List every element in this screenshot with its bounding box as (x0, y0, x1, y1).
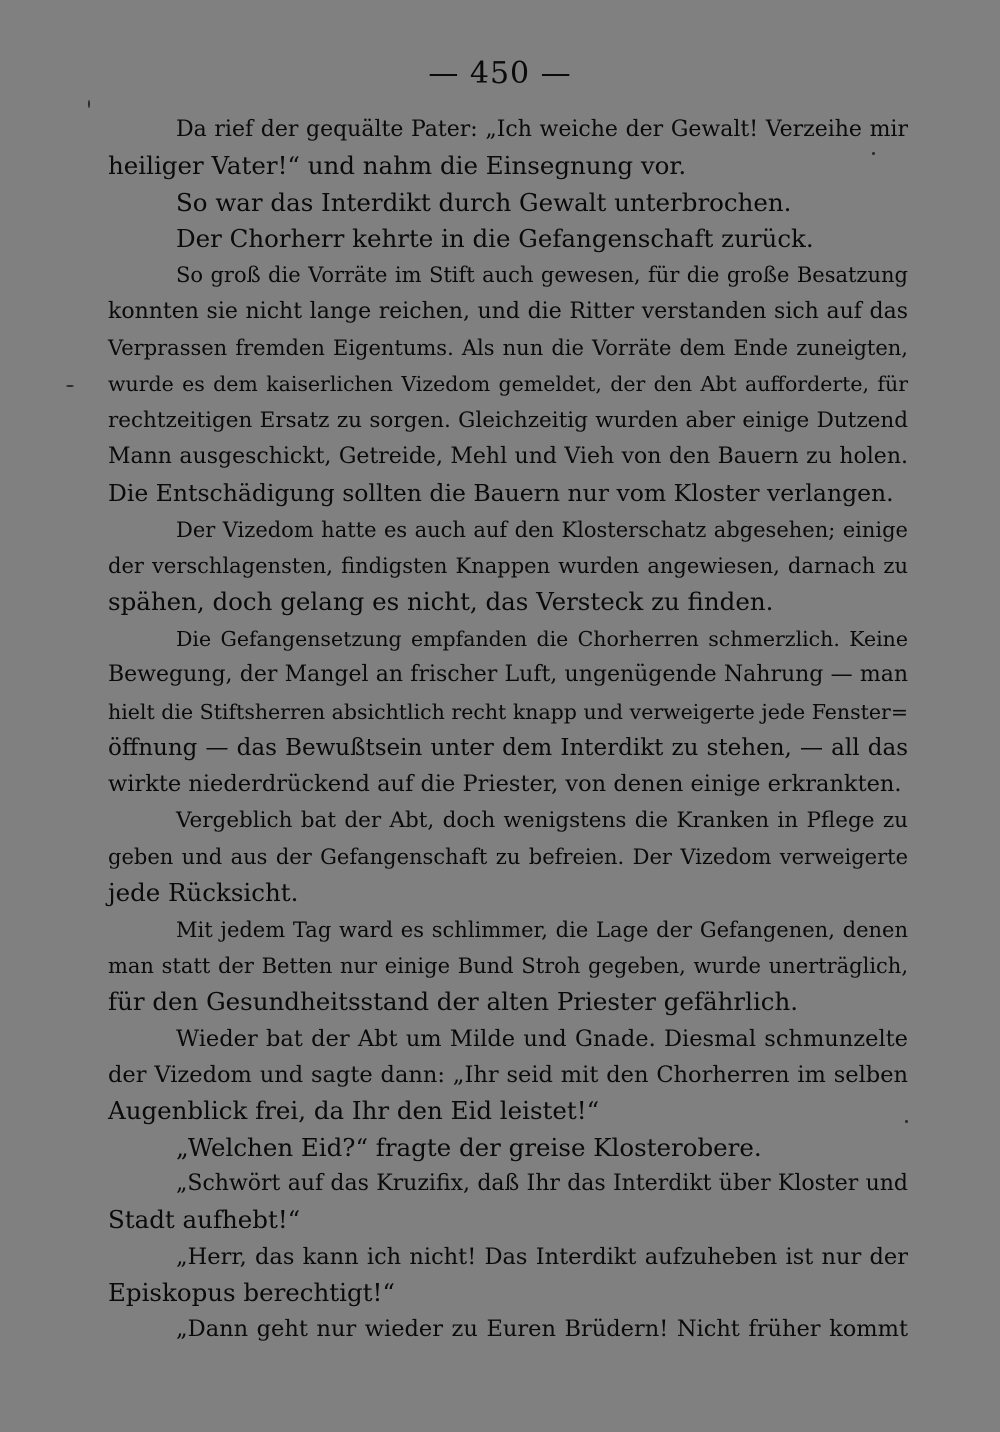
text-line: jede Rücksicht. (108, 878, 299, 908)
text-line: Bewegung, der Mangel an frischer Luft, ungenügende Nahrung — man (108, 662, 908, 688)
text-line: für den Gesundheitsstand der alten Priester gefährlich. (108, 987, 799, 1017)
text-line: Da rief der gequälte Pater: „Ich weiche der Gewalt! Verzeihe mir (176, 117, 908, 142)
text-line: „Schwört auf das Kruzifix, daß Ihr das Interdikt über Kloster und (176, 1170, 908, 1196)
text-line: heiliger Vater!“ und nahm die Einsegnung vor. (108, 151, 687, 181)
text-line: konnten sie nicht lange reichen, und die Ritter verstanden sich auf das (108, 298, 908, 324)
text-line: Der Vizedom hatte es auch auf den Klosterschatz abgesehen; einige (176, 517, 908, 542)
text-line: Mann ausgeschickt, Getreide, Mehl und Vieh von den Bauern zu holen. (108, 444, 908, 470)
text-line: geben und aus der Gefangenschaft zu befreien. Der Vizedom verweigerte (108, 844, 908, 869)
text-line: Stadt aufhebt!“ (108, 1205, 301, 1235)
text-line: „Herr, das kann ich nicht! Das Interdikt aufzuheben ist nur der (176, 1243, 908, 1270)
text-line: „Welchen Eid?“ fragte der greise Klosterobere. (176, 1132, 762, 1162)
text-line: Mit jedem Tag ward es schlimmer, die Lage der Gefangenen, denen (176, 917, 908, 942)
text-line: man statt der Betten nur einige Bund Stroh gegeben, wurde unerträglich, (108, 953, 908, 978)
text-line: „Dann geht nur wieder zu Euren Brüdern! Nicht früher kommt (176, 1316, 908, 1343)
text-line: der Vizedom und sagte dann: „Ihr seid mit den Chorherren im selben (108, 1061, 908, 1088)
text-line: Die Entschädigung sollten die Bauern nur vom Kloster verlangen. (108, 479, 894, 508)
text-line: Wieder bat der Abt um Milde und Gnade. Diesmal schmunzelte (176, 1025, 908, 1052)
text-line: Augenblick frei, da Ihr den Eid leistet!“ (108, 1096, 600, 1126)
text-line: Der Chorherr kehrte in die Gefangenschaft zurück. (176, 224, 814, 254)
text-line: Episkopus berechtigt!“ (108, 1278, 395, 1307)
text-line: Verprassen fremden Eigentums. Als nun die Vorräte dem Ende zuneigten, (108, 336, 908, 361)
text-line: Die Gefangensetzung empfanden die Chorherren schmerzlich. Keine (176, 626, 908, 651)
text-line: spähen, doch gelang es nicht, das Versteck zu finden. (108, 587, 774, 617)
page-number: — 450 — (428, 56, 572, 91)
scan-speck (88, 100, 90, 108)
text-line: wirkte niederdrückend auf die Priester, von denen einige erkrankten. (108, 771, 902, 798)
scan-speck (905, 1120, 908, 1123)
text-line: Vergeblich bat der Abt, doch wenigstens die Kranken in Pflege zu (176, 807, 908, 833)
text-line: der verschlagensten, findigsten Knappen wurden angewiesen, darnach zu (108, 554, 908, 579)
scan-speck (872, 152, 875, 155)
text-line: So war das Interdikt durch Gewalt unterbrochen. (176, 187, 792, 217)
text-line: öffnung — das Bewußtsein unter dem Interdikt zu stehen, — all das (108, 734, 908, 761)
scan-speck (66, 385, 74, 387)
text-line: rechtzeitigen Ersatz zu sorgen. Gleichzeitig wurden aber einige Dutzend (108, 407, 908, 433)
text-line: wurde es dem kaiserlichen Vizedom gemeldet, der den Abt aufforderte, für (108, 372, 908, 397)
body-text (108, 112, 908, 1348)
text-line: So groß die Vorräte im Stift auch gewesen, für die große Besatzung (176, 263, 908, 288)
text-line: hielt die Stiftsherren absichtlich recht knapp und verweigerte jede Fenster= (108, 699, 908, 724)
